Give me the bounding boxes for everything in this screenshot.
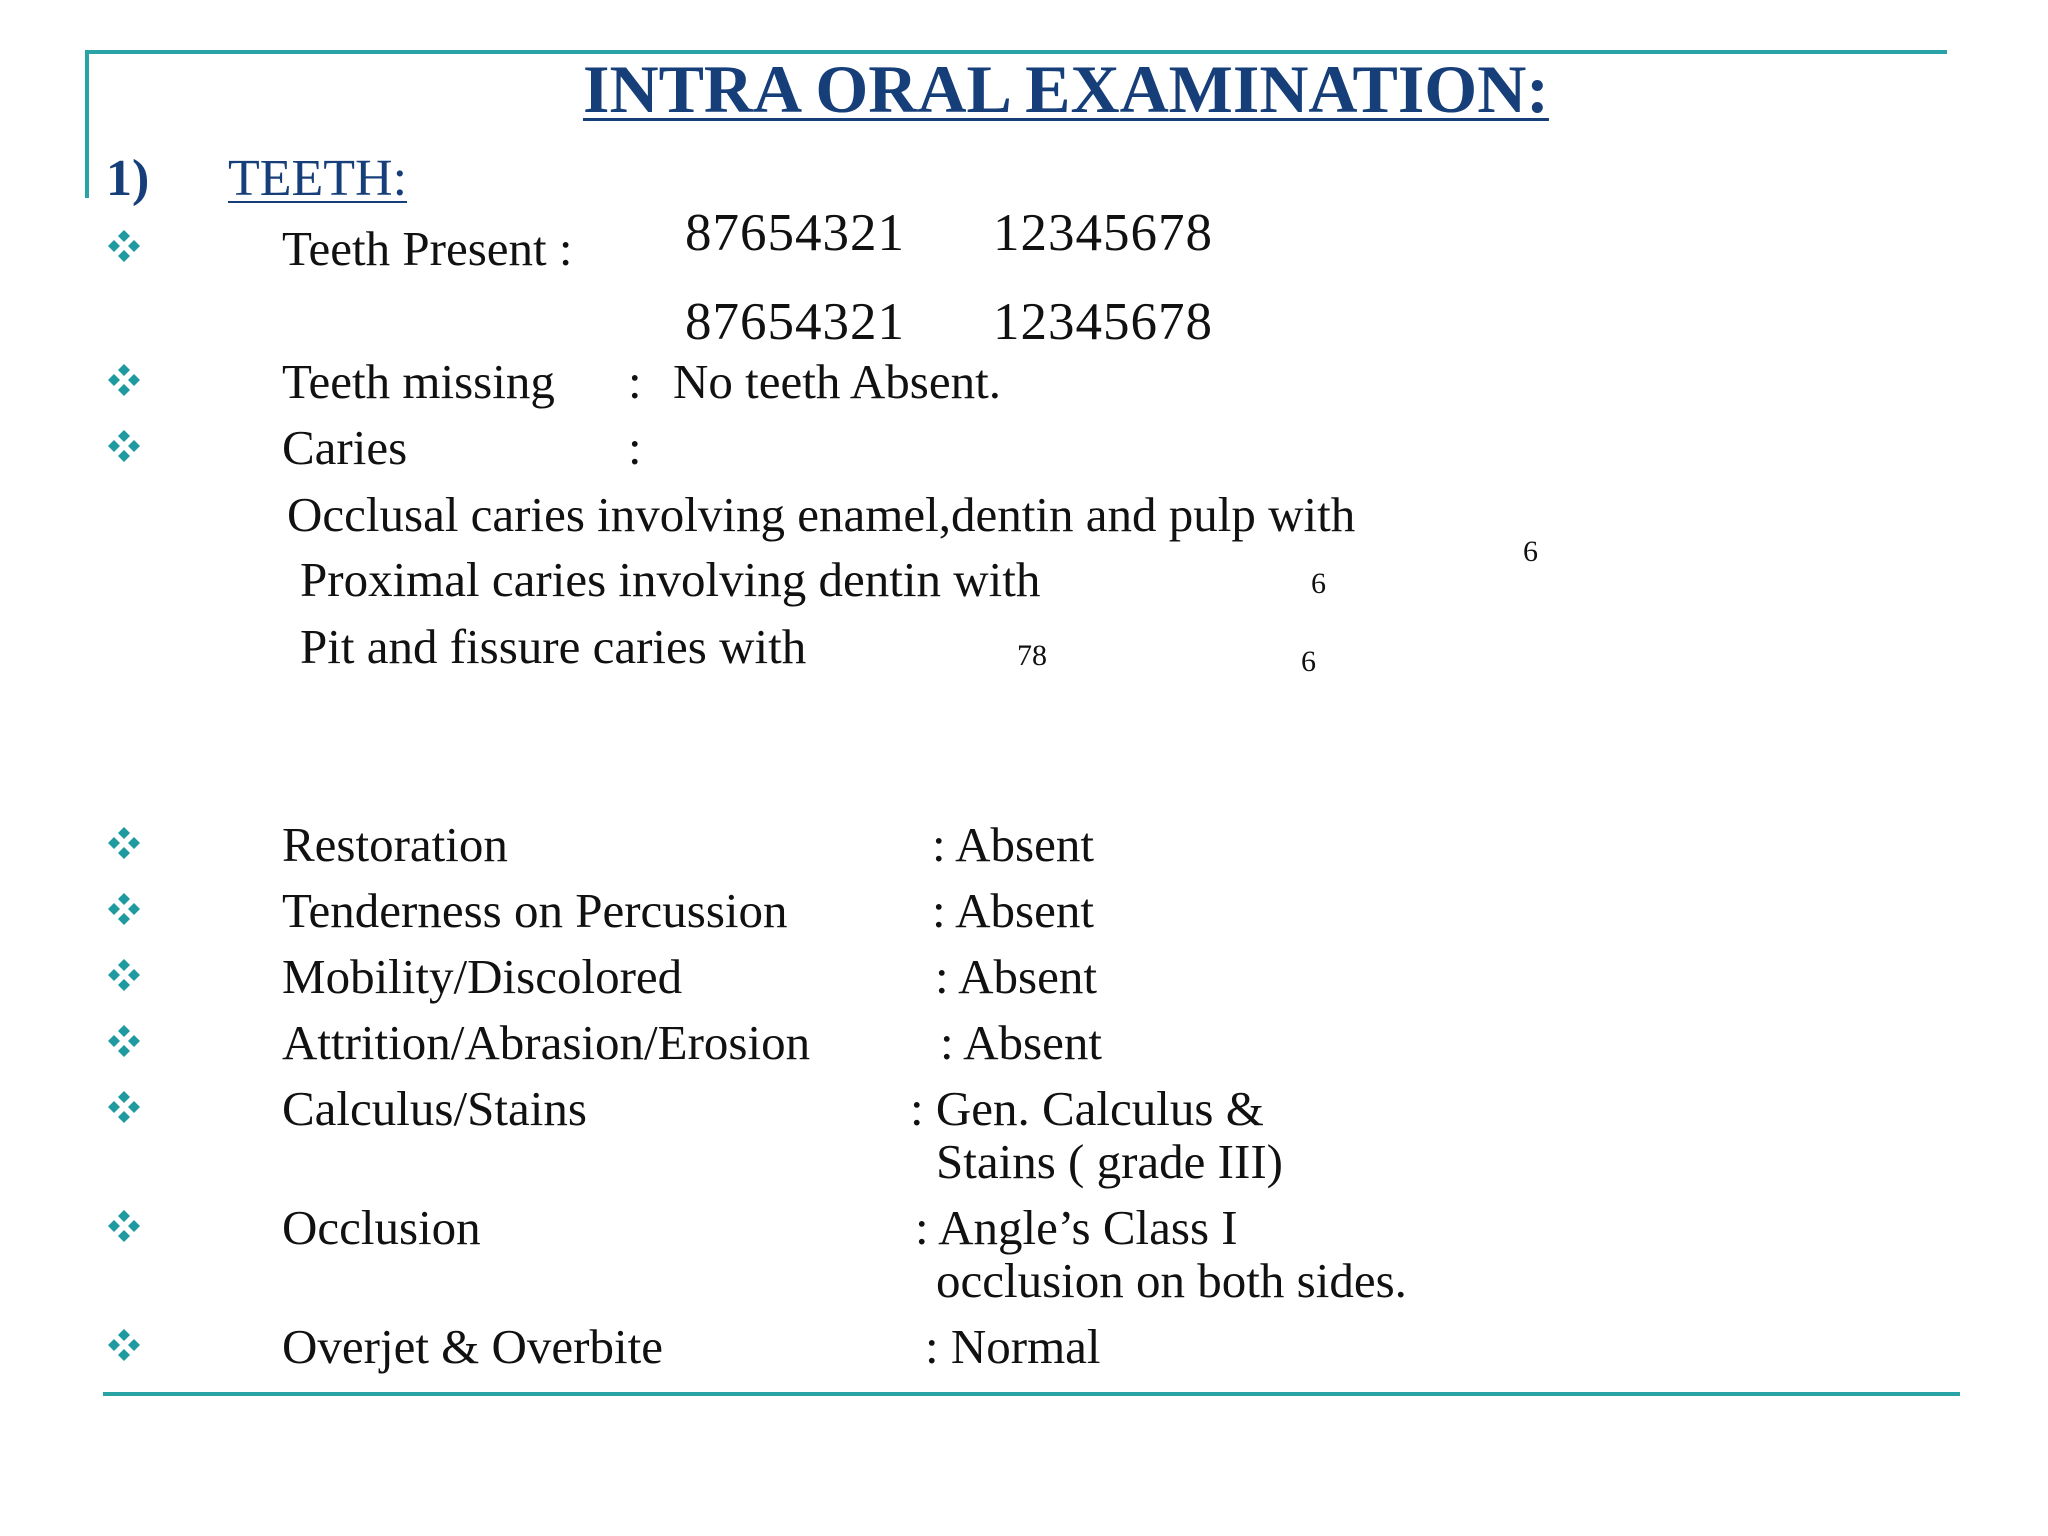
finding-label: Attrition/Abrasion/Erosion [282,1015,811,1070]
finding-value: : Absent [940,1015,1102,1070]
finding-label: Overjet & Overbite [282,1319,663,1374]
four-diamond-bullet-icon [106,428,142,464]
four-diamond-bullet-icon [106,1023,142,1059]
teeth-upper-left: 12345678 [993,204,1213,262]
finding-label: Restoration [282,817,508,872]
teeth-missing-colon: : [628,354,642,409]
occlusal-caries-text: Occlusal caries involving enamel,dentin and pulp with [287,487,1356,542]
left-rule [85,50,89,198]
four-diamond-bullet-icon [106,825,142,861]
caries-colon: : [628,420,642,475]
teeth-lower-left: 12345678 [993,293,1213,351]
finding-label: Calculus/Stains [282,1081,587,1136]
section-title: TEETH: [228,150,408,207]
teeth-lower-right: 87654321 [685,293,905,351]
proximal-caries-text: Proximal caries involving dentin with [300,552,1041,607]
four-diamond-bullet-icon [106,957,142,993]
page-title: INTRA ORAL EXAMINATION: [583,51,1549,127]
proximal-caries-tooth: 6 [1311,567,1326,600]
bottom-rule [103,1392,1960,1396]
four-diamond-bullet-icon [106,1208,142,1244]
four-diamond-bullet-icon [106,891,142,927]
four-diamond-bullet-icon [106,1089,142,1125]
pit-fissure-tooth-a: 78 [1017,639,1047,672]
teeth-missing-value: No teeth Absent. [673,354,1001,409]
teeth-missing-label: Teeth missing [282,354,555,409]
teeth-upper-right: 87654321 [685,204,905,262]
finding-value: : Absent [935,949,1097,1004]
teeth-present-label: Teeth Present : [282,221,573,276]
four-diamond-bullet-icon [106,228,142,264]
finding-value-line2: occlusion on both sides. [936,1253,1407,1308]
finding-value: : Gen. Calculus & [910,1081,1264,1136]
caries-label: Caries [282,420,408,475]
finding-label: Occlusion [282,1200,481,1255]
pit-fissure-caries-text: Pit and fissure caries with [300,619,807,674]
pit-fissure-tooth-b: 6 [1301,645,1316,678]
finding-value: : Absent [932,883,1094,938]
section-number: 1) [106,150,150,207]
finding-value: : Angle’s Class I [915,1200,1238,1255]
occlusal-caries-tooth: 6 [1523,535,1538,568]
finding-value-line2: Stains ( grade III) [936,1134,1283,1189]
finding-value: : Absent [932,817,1094,872]
finding-label: Mobility/Discolored [282,949,683,1004]
finding-value: : Normal [925,1319,1101,1374]
finding-label: Tenderness on Percussion [282,883,788,938]
four-diamond-bullet-icon [106,362,142,398]
four-diamond-bullet-icon [106,1327,142,1363]
